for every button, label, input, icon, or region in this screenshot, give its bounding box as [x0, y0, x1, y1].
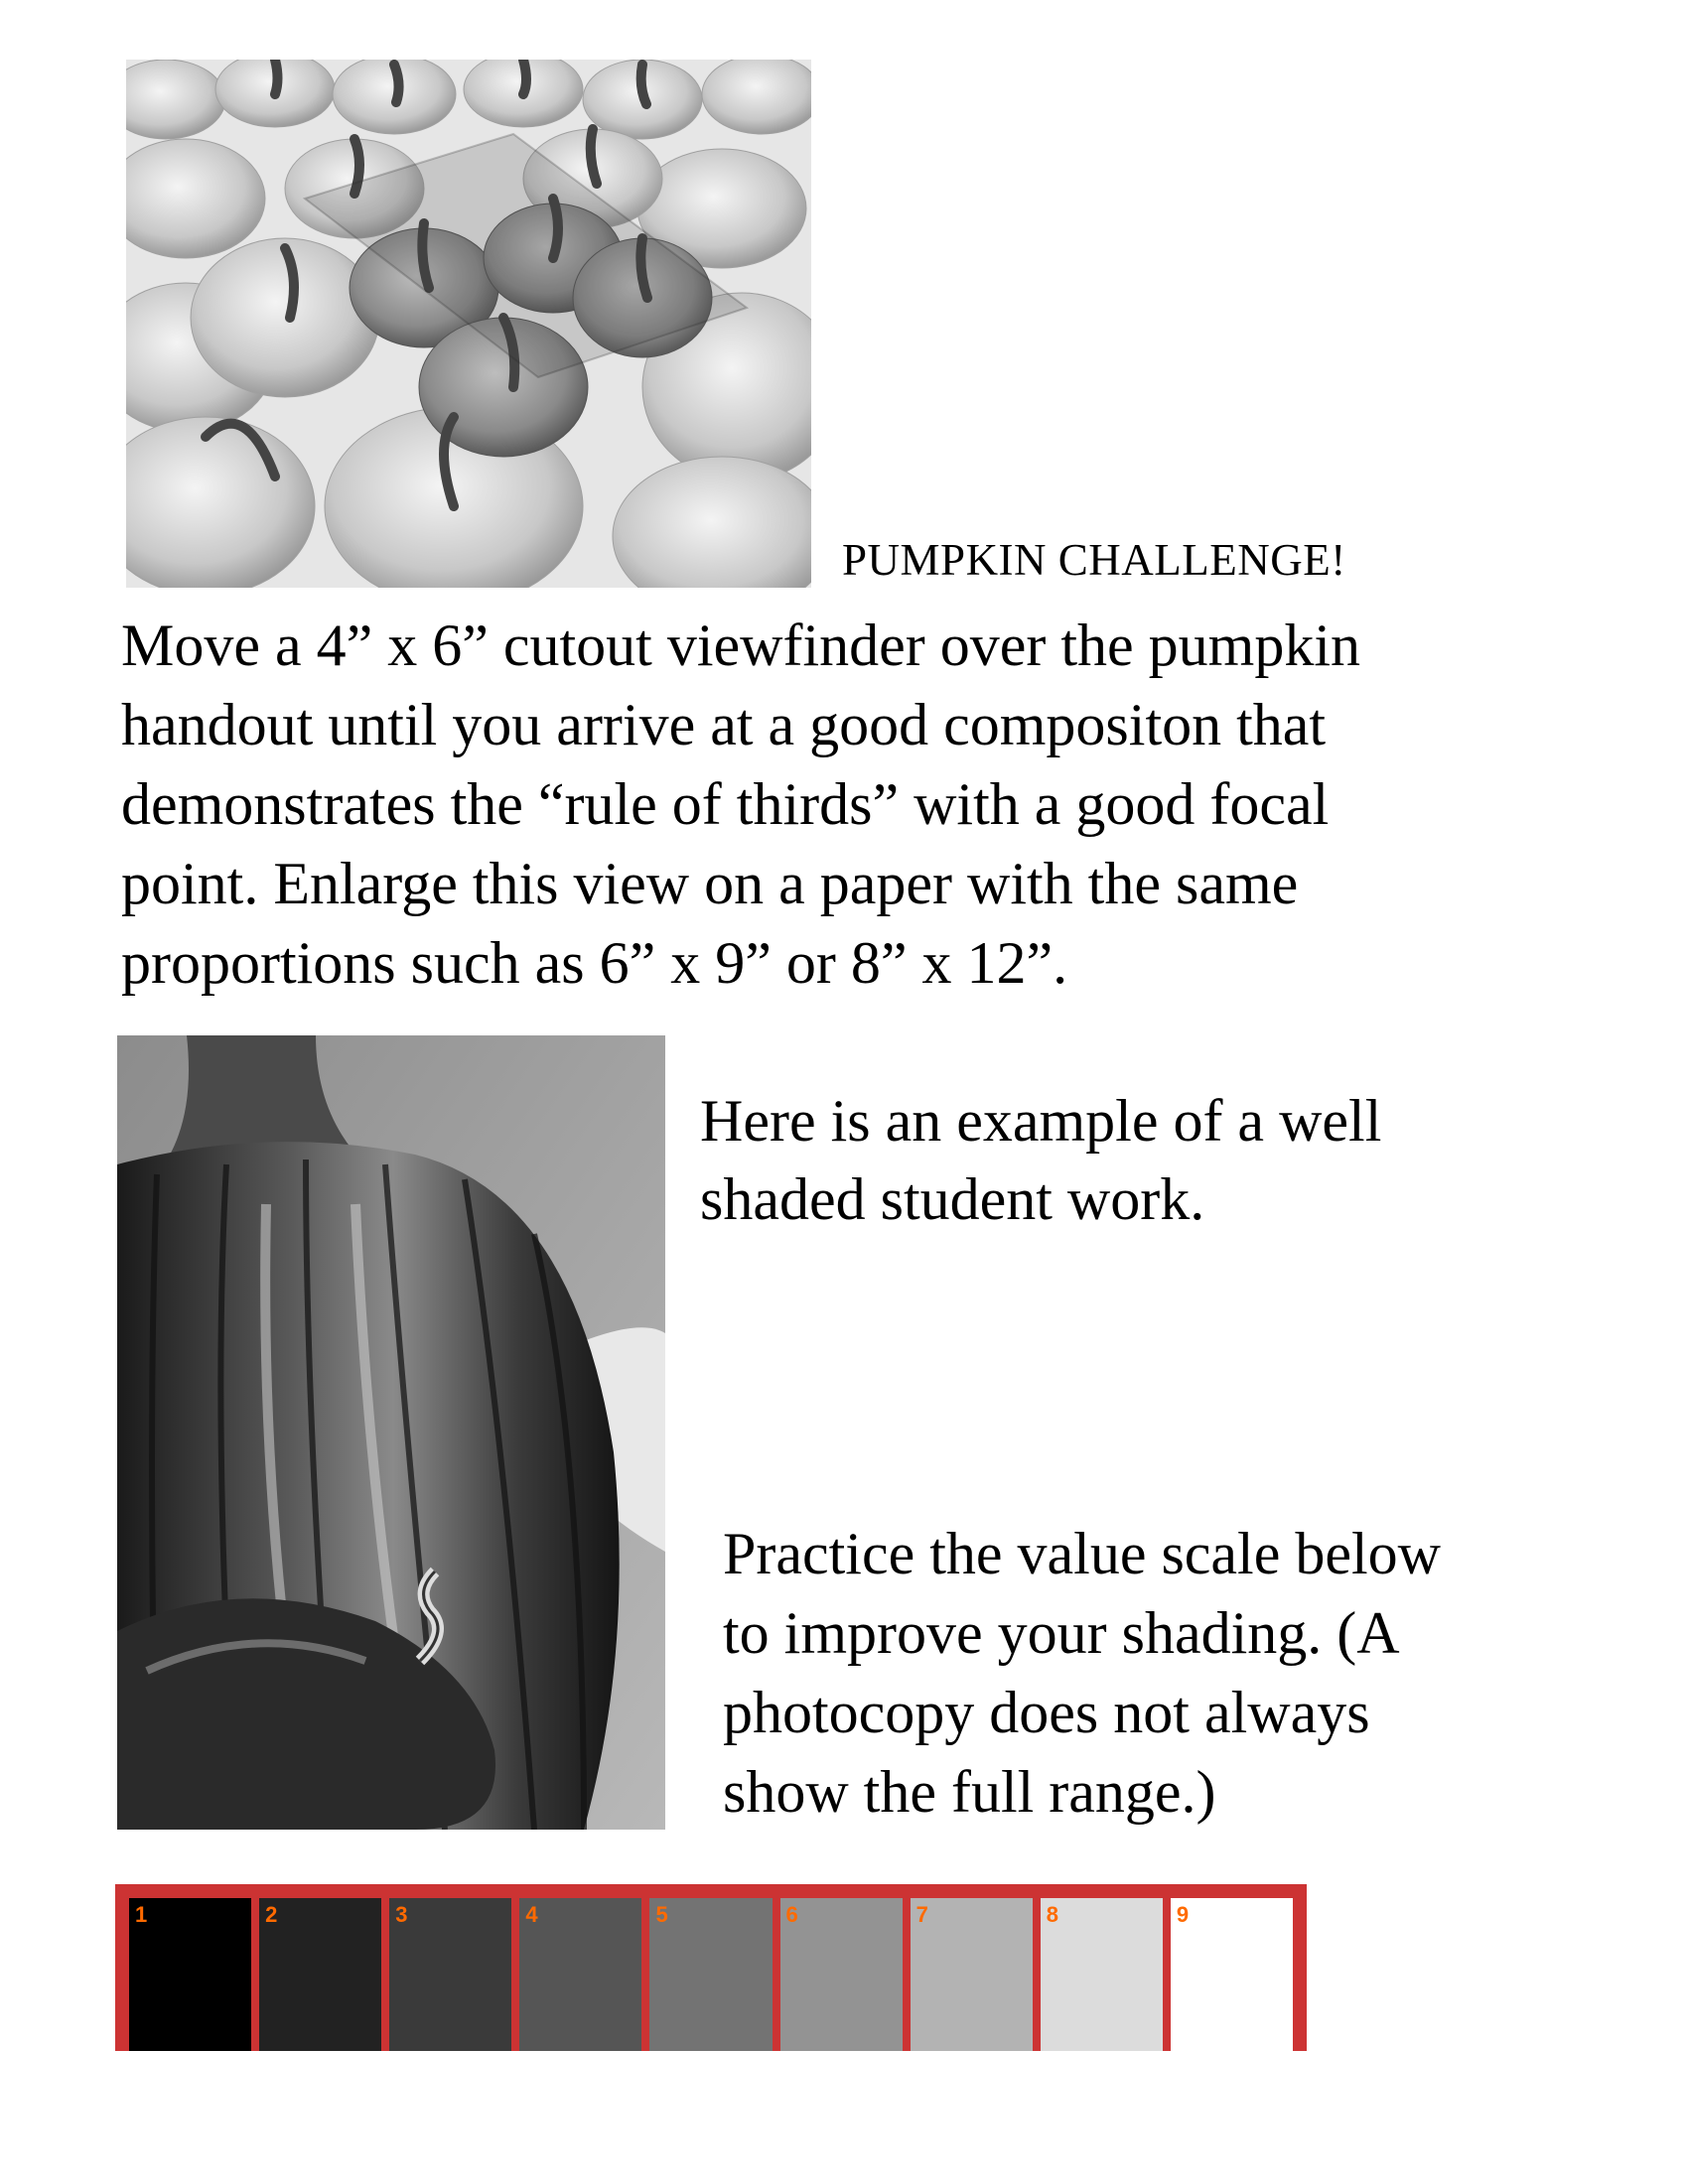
value-swatch-number: 3 [395, 1902, 408, 1927]
instructions-line: proportions such as 6” x 9” or 8” x 12”. [121, 930, 1068, 996]
value-swatch-number: 2 [265, 1902, 278, 1927]
instructions-paragraph [121, 606, 1551, 1003]
value-swatch-8 [1041, 1898, 1163, 2051]
student-pumpkin-drawing [117, 1035, 665, 1830]
instructions-line: handout until you arrive at a good compositon that [121, 692, 1327, 757]
practice-instructions [723, 1514, 1617, 1832]
value-swatch-number: 4 [525, 1902, 538, 1927]
value-swatch-9 [1171, 1898, 1293, 2051]
value-swatch-number: 9 [1176, 1902, 1190, 1927]
value-swatch-number: 6 [785, 1902, 798, 1927]
pumpkin-field-photo [126, 60, 811, 588]
student-work-photo [117, 1035, 665, 1830]
value-swatch-number: 7 [915, 1902, 928, 1927]
value-swatch-3 [389, 1898, 511, 2051]
instructions-line: point. Enlarge this view on a paper with the same [121, 851, 1299, 916]
instructions-line: demonstrates the “rule of thirds” with a good focal [121, 771, 1330, 837]
value-swatch-number: 5 [655, 1902, 668, 1927]
value-swatch-1 [129, 1898, 251, 2051]
value-swatch-2 [259, 1898, 381, 2051]
pumpkin-field-illustration [126, 60, 811, 588]
example-caption [700, 1082, 1594, 1239]
practice-instructions-line: Practice the value scale below [723, 1521, 1441, 1586]
practice-instructions-line: to improve your shading. (A [723, 1600, 1400, 1666]
value-swatch-number: 8 [1046, 1902, 1059, 1927]
value-swatch-6 [780, 1898, 903, 2051]
practice-instructions-line: show the full range.) [723, 1759, 1216, 1825]
value-scale [115, 1884, 1307, 2051]
example-caption-line: shaded student work. [700, 1166, 1205, 1232]
value-swatch-5 [649, 1898, 772, 2051]
value-swatch-4 [519, 1898, 641, 2051]
instructions-line: Move a 4” x 6” cutout viewfinder over the pumpkin [121, 613, 1360, 678]
value-swatch-7 [911, 1898, 1033, 2051]
example-caption-line: Here is an example of a well [700, 1088, 1382, 1154]
practice-instructions-line: photocopy does not always [723, 1680, 1370, 1745]
value-swatch-number: 1 [135, 1902, 148, 1927]
page-title: PUMPKIN CHALLENGE! [842, 535, 1346, 585]
